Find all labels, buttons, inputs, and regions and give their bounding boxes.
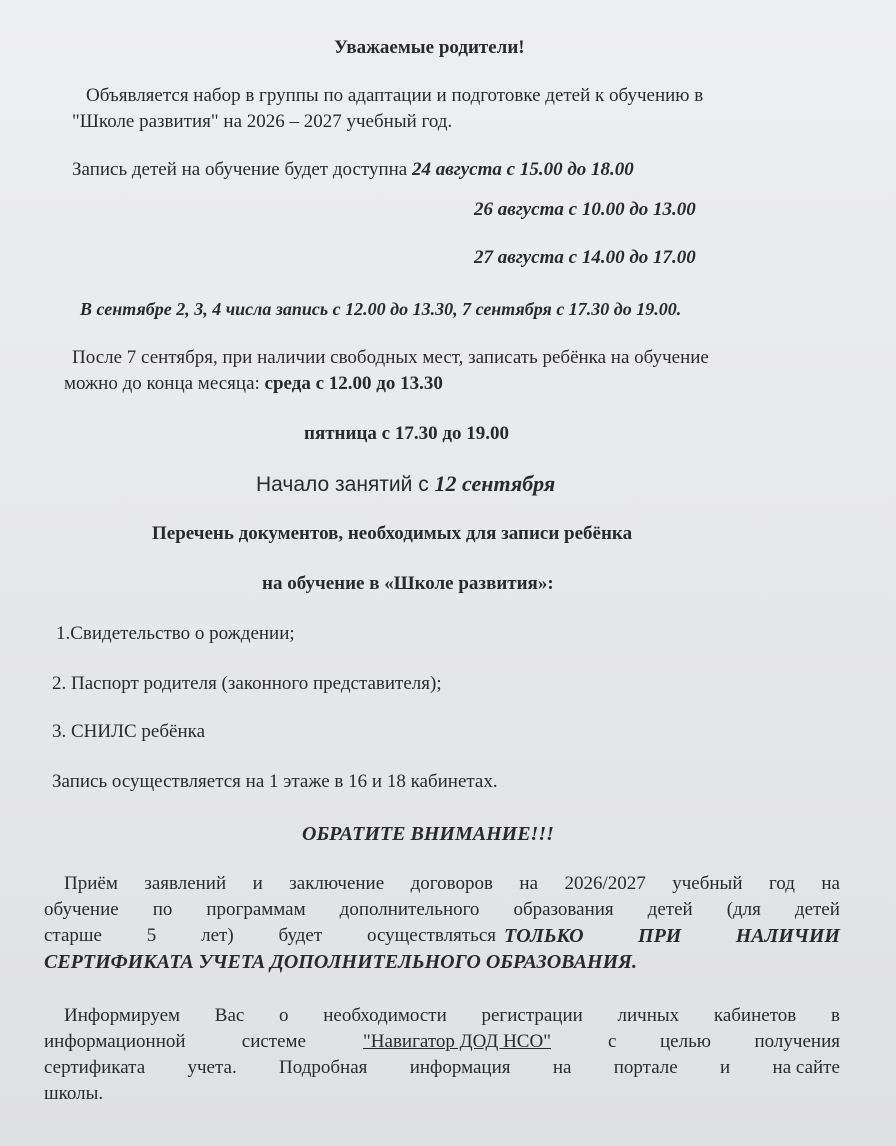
word: кабинетов [713,1005,797,1026]
classes-start [256,472,555,497]
word: программам [206,899,306,920]
schedule-line [72,158,634,182]
attention-line-3-emphasis [504,924,840,948]
word: осуществляться [366,925,496,946]
info-line-3 [44,1056,840,1080]
word: необходимости [323,1005,447,1026]
word: учебный [672,873,743,894]
word: на [519,873,539,894]
word: с [608,1031,617,1052]
attention-line-1 [64,872,840,896]
word: на [552,1057,572,1078]
intro-line-2: "Школе развития" на 2026 – 2027 учебный год. [72,111,453,132]
info-line-1 [64,1004,840,1028]
word: 5 [146,925,157,946]
intro-line-1: Объявляется набор в группы по адаптации и подготовке детей к обучению в [86,85,704,106]
word: информация [409,1057,511,1078]
word: получения [754,1031,840,1052]
word: по [152,899,173,920]
attention-period: . [631,951,637,973]
info-line-2-end [608,1030,840,1054]
word: детей [647,899,693,920]
schedule-slot-3: 27 августа с 14.00 до 17.00 [474,247,696,268]
attention-line-3 [44,924,840,948]
word: год [768,873,795,894]
word: в [830,1005,840,1026]
attention-line-3-regular [44,924,496,948]
word: целью [660,1031,711,1052]
start-lead: Начало занятий с [256,473,435,496]
word: и [252,873,263,894]
word: будет [278,925,323,946]
attention-line-2 [44,898,840,922]
friday-time: пятница с 17.30 до 19.00 [304,423,509,444]
attention-heading: ОБРАТИТЕ ВНИМАНИЕ!!! [302,823,554,845]
word: старше [44,925,102,946]
word: заявлений [144,873,227,894]
word: информационной [44,1031,186,1052]
word: на [821,873,840,894]
documents-heading-1: Перечень документов, необходимых для записи ребёнка [152,523,633,544]
word: обучение [44,899,119,920]
september-schedule: В сентябре 2, 3, 4 числа запись с 12.00 до 13.30, 7 сентября с 17.30 до 19.00. [80,299,682,319]
after-lead: можно до конца месяца: [64,373,265,394]
schedule-slot-2: 26 августа с 10.00 до 13.00 [474,199,696,220]
navigator-link[interactable]: "Навигатор ДОД НСО" [363,1031,551,1052]
info-line-4: школы. [44,1083,104,1104]
documents-heading-2: на обучение в «Школе развития»: [262,573,554,594]
word: системе [241,1031,306,1052]
word: НАЛИЧИИ [735,925,840,947]
attention-line-4 [44,950,637,974]
word: образования [513,899,614,920]
word: о [279,1005,289,1026]
word: и [720,1057,731,1078]
word: Подробная [279,1057,368,1078]
word: Приём [64,873,118,894]
info-line-2 [44,1030,840,1054]
word: детей [794,899,840,920]
after-line-1: После 7 сентября, при наличии свободных мест, записать ребёнка на обучение [72,347,709,368]
location-note: Запись осуществляется на 1 этаже в 16 и 18 кабинетах. [52,771,498,792]
schedule-lead: Запись детей на обучение будет доступна [72,159,412,180]
word: Вас [214,1005,245,1026]
certificate-requirement: СЕРТИФИКАТА УЧЕТА ДОПОЛНИТЕЛЬНОГО ОБРАЗОВАНИЯ [44,951,632,973]
after-line-2 [64,372,443,396]
greeting-title: Уважаемые родители! [334,37,525,58]
document-item-1: 1.Свидетельство о рождении; [56,623,295,644]
schedule-slot-1: 24 августа с 15.00 до 18.00 [412,159,634,180]
word: личных [617,1005,680,1026]
word: ПРИ [638,925,682,947]
word: на сайте [772,1057,840,1078]
word: лет) [201,925,234,946]
word: регистрации [481,1005,583,1026]
document-item-2: 2. Паспорт родителя (законного представителя); [52,673,442,694]
word: сертификата [44,1057,146,1078]
word: заключение [289,873,385,894]
document-item-3: 3. СНИЛС ребёнка [52,721,206,742]
wednesday-time: среда с 12.00 до 13.30 [264,373,443,394]
word: Информируем [64,1005,181,1026]
word: учета. [187,1057,237,1078]
word: портале [613,1057,678,1078]
info-line-2-start [44,1030,306,1054]
word: ТОЛЬКО [504,925,584,947]
word: договоров [410,873,493,894]
word: дополнительного [339,899,480,920]
word: 2026/2027 [564,873,646,894]
start-date: 12 сентября [434,471,556,496]
word: (для [726,899,761,920]
